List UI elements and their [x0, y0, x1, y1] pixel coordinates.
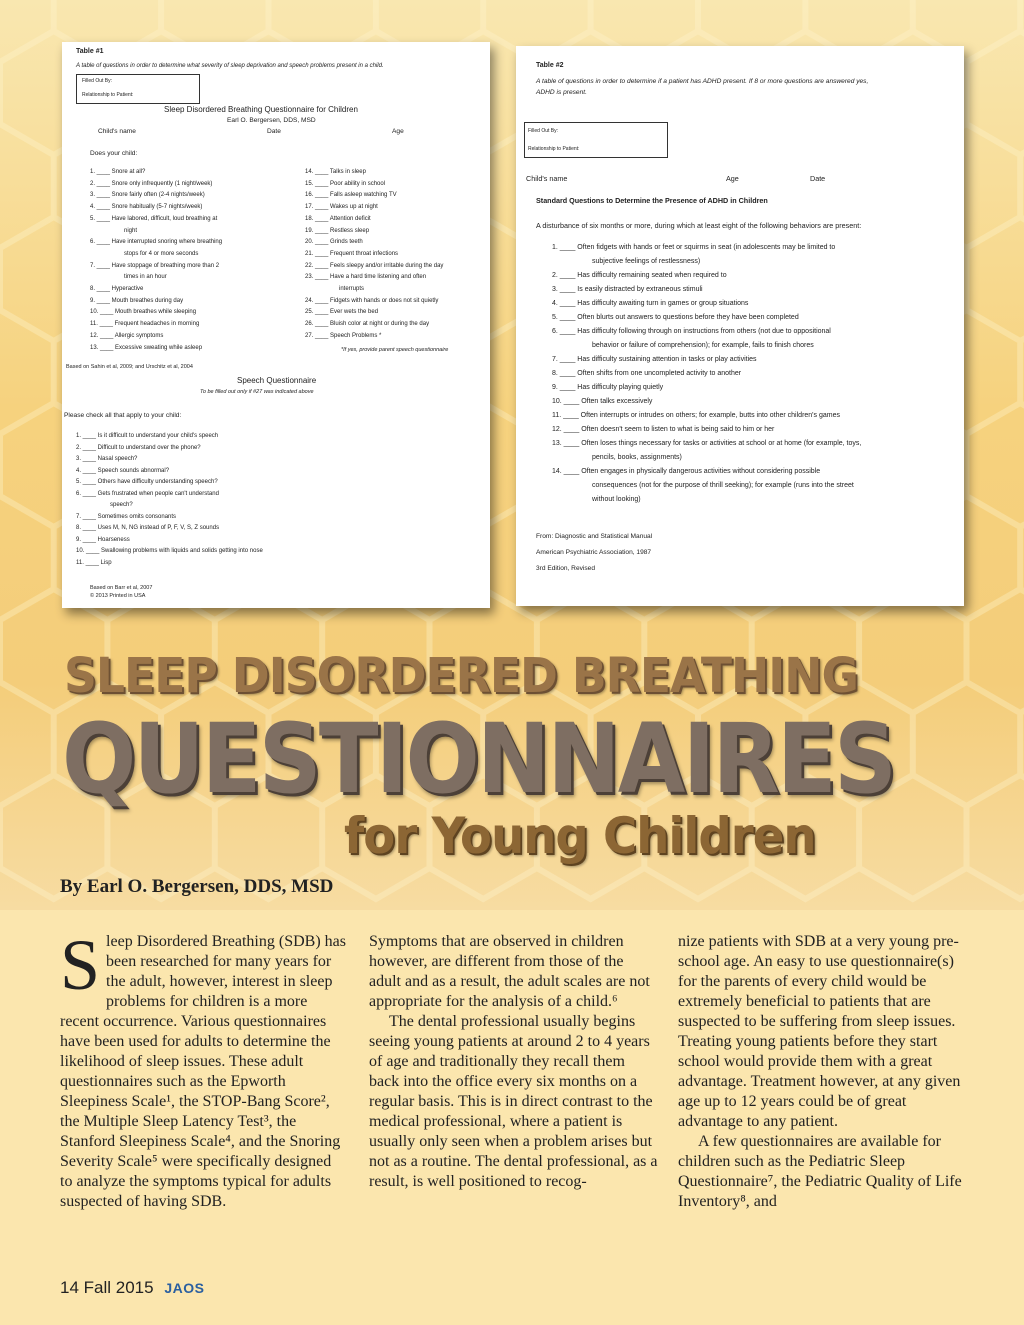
- list-item: 11. ____ Often interrupts or intrudes on others; for example, butts into other children's games: [552, 412, 840, 419]
- list-item: 9. ____ Mouth breathes during day: [90, 297, 184, 304]
- list-item: interrupts: [339, 286, 365, 292]
- table2-date: Date: [810, 174, 826, 183]
- table2-caption-line1: A table of questions in order to determine if a patient has ADHD present. If 8 or more questions are answered yes,: [536, 78, 869, 85]
- list-item: 6. ____ Gets frustrated when people can't understand: [76, 490, 219, 497]
- table2-from: From: Diagnostic and Statistical Manual: [536, 533, 653, 540]
- list-item: times in an hour: [124, 274, 167, 281]
- list-item: consequences (not for the purpose of thrill seeking); for example (runs into the street: [592, 482, 854, 489]
- table1-relationship: Relationship to Patient:: [82, 92, 134, 98]
- article-column-1: [60, 925, 346, 1212]
- list-item: 17. ____ Wakes up at night: [305, 204, 378, 211]
- list-item: 7. ____ Have stoppage of breathing more than 2: [90, 262, 220, 269]
- table1-document: [62, 42, 490, 608]
- list-item: 2. ____ Has difficulty remaining seated when required to: [552, 272, 727, 279]
- list-item: 12. ____ Allergic symptoms: [90, 332, 164, 339]
- headline-line3: for Young Children: [344, 807, 816, 865]
- table1-based-on: Based on Sahin et al, 2009; and Urschitz et al, 2004: [66, 364, 193, 370]
- table1-date: Date: [267, 128, 281, 135]
- list-item: 13. ____ Excessive sweating while asleep: [90, 344, 203, 351]
- list-item: 12. ____ Often doesn't seem to listen to what is being said to him or her: [552, 426, 775, 433]
- list-item: pencils, books, assignments): [592, 454, 682, 461]
- drop-cap: S: [60, 925, 101, 1005]
- list-item: 25. ____ Ever wets the bed: [305, 309, 379, 316]
- list-item: 7. ____ Has difficulty sustaining attention in tasks or play activities: [552, 356, 757, 363]
- list-item: 7. ____ Sometimes omits consonants: [76, 513, 177, 520]
- table1-filled-out-by: Filled Out By:: [82, 78, 113, 84]
- list-item: 4. ____ Has difficulty awaiting turn in games or group situations: [552, 300, 749, 307]
- list-item: 1. ____ Snore at all?: [90, 169, 146, 175]
- table2-intro: A disturbance of six months or more, during which at least eight of the following behaviors are present:: [536, 221, 862, 230]
- list-item: 1. ____ Often fidgets with hands or feet or squirms in seat (in adolescents may be limited to: [552, 244, 836, 251]
- list-item: 14. ____ Often engages in physically dangerous activities without considering possible: [552, 468, 821, 475]
- table2-childs-name: Child's name: [526, 174, 568, 183]
- table1-childs-name: Child's name: [98, 128, 136, 135]
- list-item: subjective feelings of restlessness): [592, 258, 701, 265]
- list-item: 8. ____ Often shifts from one uncompleted activity to another: [552, 370, 742, 377]
- list-item: 24. ____ Fidgets with hands or does not sit quietly: [305, 297, 439, 304]
- table2-label: Table #2: [536, 62, 564, 69]
- table1-footer-copyright: © 2013 Printed in USA: [90, 593, 146, 599]
- list-item: stops for 4 or more seconds: [124, 250, 199, 257]
- column2-paragraph2: The dental professional usually begins seeing young patients at around 2 to 4 years of age and traditionally they recall them back into the office every six months on a regular basis. This is in direct contrast to the medical professional, where a patient is usually only seen when a problem arises but not as a routine. The dental professional, as a result, is well positioned to recog-: [369, 1013, 658, 1190]
- list-item: 4. ____ Speech sounds abnormal?: [76, 467, 170, 474]
- list-item: 2. ____ Snore only infrequently (1 night/week): [90, 180, 213, 187]
- list-item: 10. ____ Often talks excessively: [552, 398, 653, 405]
- list-item: 10. ____ Mouth breathes while sleeping: [90, 309, 197, 316]
- column3-paragraph2: A few questionnaires are available for children such as the Pediatric Sleep Questionnaire⁷, the Pediatric Quality of Life Inventory⁸, and: [678, 1133, 962, 1210]
- list-item: 9. ____ Has difficulty playing quietly: [552, 384, 664, 391]
- list-item: 9. ____ Hoarseness: [76, 536, 130, 543]
- list-item: 22. ____ Feels sleepy and/or irritable during the day: [305, 262, 444, 269]
- list-item: 19. ____ Restless sleep: [305, 227, 370, 234]
- page-number: 14: [60, 1278, 79, 1297]
- journal-name: JAOS: [164, 1280, 205, 1296]
- byline: By Earl O. Bergersen, DDS, MSD: [60, 876, 334, 897]
- headline-line2: QUESTIONNAIRES: [62, 703, 895, 815]
- speech-questionnaire-subtitle: To be filled out only if #27 was indicated above: [200, 389, 314, 395]
- list-item: 27. ____ Speech Problems *: [305, 332, 382, 339]
- article-column-2: [369, 932, 659, 1192]
- list-item: night: [124, 227, 138, 234]
- list-item: 1. ____ Is it difficult to understand your child's speech: [76, 433, 219, 439]
- list-item: 3. ____ Nasal speech?: [76, 456, 138, 462]
- column3-paragraph1: nize patients with SDB at a very young pre-school age. An easy to use questionnaire(s) for the parents of every child would be extremely beneficial to patients that are suspected to be suffering from sleep issues. Treating young patients before they start school would provide them with a great advantage. Treatment however, at any given age up to 12 years could be of great advantage to any patient.: [678, 933, 961, 1130]
- table1-age: Age: [392, 128, 404, 135]
- list-item: 23. ____ Have a hard time listening and often: [305, 274, 427, 281]
- list-item: 20. ____ Grinds teeth: [305, 239, 363, 246]
- list-item: 3. ____ Snore fairly often (2-4 nights/week): [90, 192, 205, 199]
- list-item: 5. ____ Have labored, difficult, loud breathing at: [90, 215, 218, 222]
- list-item: 2. ____ Difficult to understand over the phone?: [76, 444, 201, 451]
- list-item: 26. ____ Bluish color at night or during the day: [305, 321, 430, 328]
- list-item: 11. ____ Lisp: [76, 559, 112, 566]
- table2-edition: 3rd Edition, Revised: [536, 565, 596, 572]
- list-item: without looking): [592, 496, 641, 503]
- table2-age: Age: [726, 174, 739, 183]
- table1-author: Earl O. Bergersen, DDS, MSD: [227, 117, 316, 124]
- table2-relationship: Relationship to Patient:: [528, 146, 580, 152]
- list-item: 13. ____ Often loses things necessary for tasks or activities at school or at home (for example, toys,: [552, 440, 862, 447]
- list-item: 5. ____ Often blurts out answers to questions before they have been completed: [552, 314, 799, 321]
- list-item: 8. ____ Uses M, N, NG instead of P, F, V, S, Z sounds: [76, 525, 220, 531]
- table1-please-check: Please check all that apply to your child:: [64, 412, 182, 419]
- page-footer: [60, 1278, 204, 1298]
- list-item: 10. ____ Swallowing problems with liquids and solids getting into nose: [76, 548, 263, 554]
- headline-line1: SLEEP DISORDERED BREATHING: [64, 648, 858, 704]
- list-item: 14. ____ Talks in sleep: [305, 169, 366, 175]
- list-item: 6. ____ Has difficulty following through on instructions from others (not due to oppositional: [552, 328, 831, 335]
- list-item: 16. ____ Falls asleep watching TV: [305, 192, 397, 199]
- speech-questionnaire-title: Speech Questionnaire: [237, 376, 317, 385]
- list-item: behavior or failure of comprehension); for example, fails to finish chores: [592, 342, 814, 349]
- table1-footer-based: Based on Barr et al, 2007: [90, 585, 153, 591]
- list-item: 18. ____ Attention deficit: [305, 215, 371, 222]
- list-item: 8. ____ Hyperactive: [90, 286, 144, 292]
- column2-paragraph1: Symptoms that are observed in children however, are different from those of the adult and as a result, the adult scales are not appropriate for the analysis of a child.⁶: [369, 933, 650, 1010]
- table1-does-your-child: Does your child:: [90, 150, 138, 157]
- column1-text: leep Disordered Breathing (SDB) has been researched for many years for the adult, however, interest in sleep problems for children is a more recent occurrence. Various questionnaires have been used for adults to determine the likelihood of sleep issues. These adult questionnaires such as the Epworth Sleepiness Scale¹, the STOP-Bang Score², the Multiple Sleep Latency Test³, the Stanford Sleepiness Scale⁴, and the Snoring Severity Scale⁵ were specifically designed to analyze the symptoms typical for adults suspected of having SDB.: [60, 933, 346, 1210]
- table2-filled-out-by: Filled Out By:: [528, 128, 559, 134]
- list-item: 5. ____ Others have difficulty understanding speech?: [76, 479, 218, 485]
- table2-caption-line2: ADHD is present.: [536, 89, 587, 96]
- list-item: 3. ____ Is easily distracted by extraneous stimuli: [552, 286, 703, 293]
- table2-title: Standard Questions to Determine the Presence of ADHD in Children: [536, 196, 768, 205]
- list-item: 21. ____ Frequent throat infections: [305, 250, 399, 257]
- table1-note: *If yes, provide parent speech questionnaire: [341, 347, 449, 353]
- table2-document: [516, 46, 964, 606]
- table2-apa: American Psychiatric Association, 1987: [536, 549, 652, 556]
- table1-caption: A table of questions in order to determine what severity of sleep deprivation and speech problems present in a child.: [76, 63, 384, 69]
- table1-label: Table #1: [76, 48, 104, 55]
- list-item: 4. ____ Snore habitually (5-7 nights/week): [90, 204, 203, 211]
- article-column-3: [678, 932, 968, 1212]
- list-item: 6. ____ Have interrupted snoring where breathing: [90, 239, 223, 246]
- list-item: speech?: [110, 502, 133, 508]
- issue-label: Fall 2015: [83, 1278, 154, 1297]
- list-item: 11. ____ Frequent headaches in morning: [90, 321, 200, 328]
- list-item: 15. ____ Poor ability in school: [305, 180, 386, 187]
- table1-title: Sleep Disordered Breathing Questionnaire for Children: [164, 105, 358, 114]
